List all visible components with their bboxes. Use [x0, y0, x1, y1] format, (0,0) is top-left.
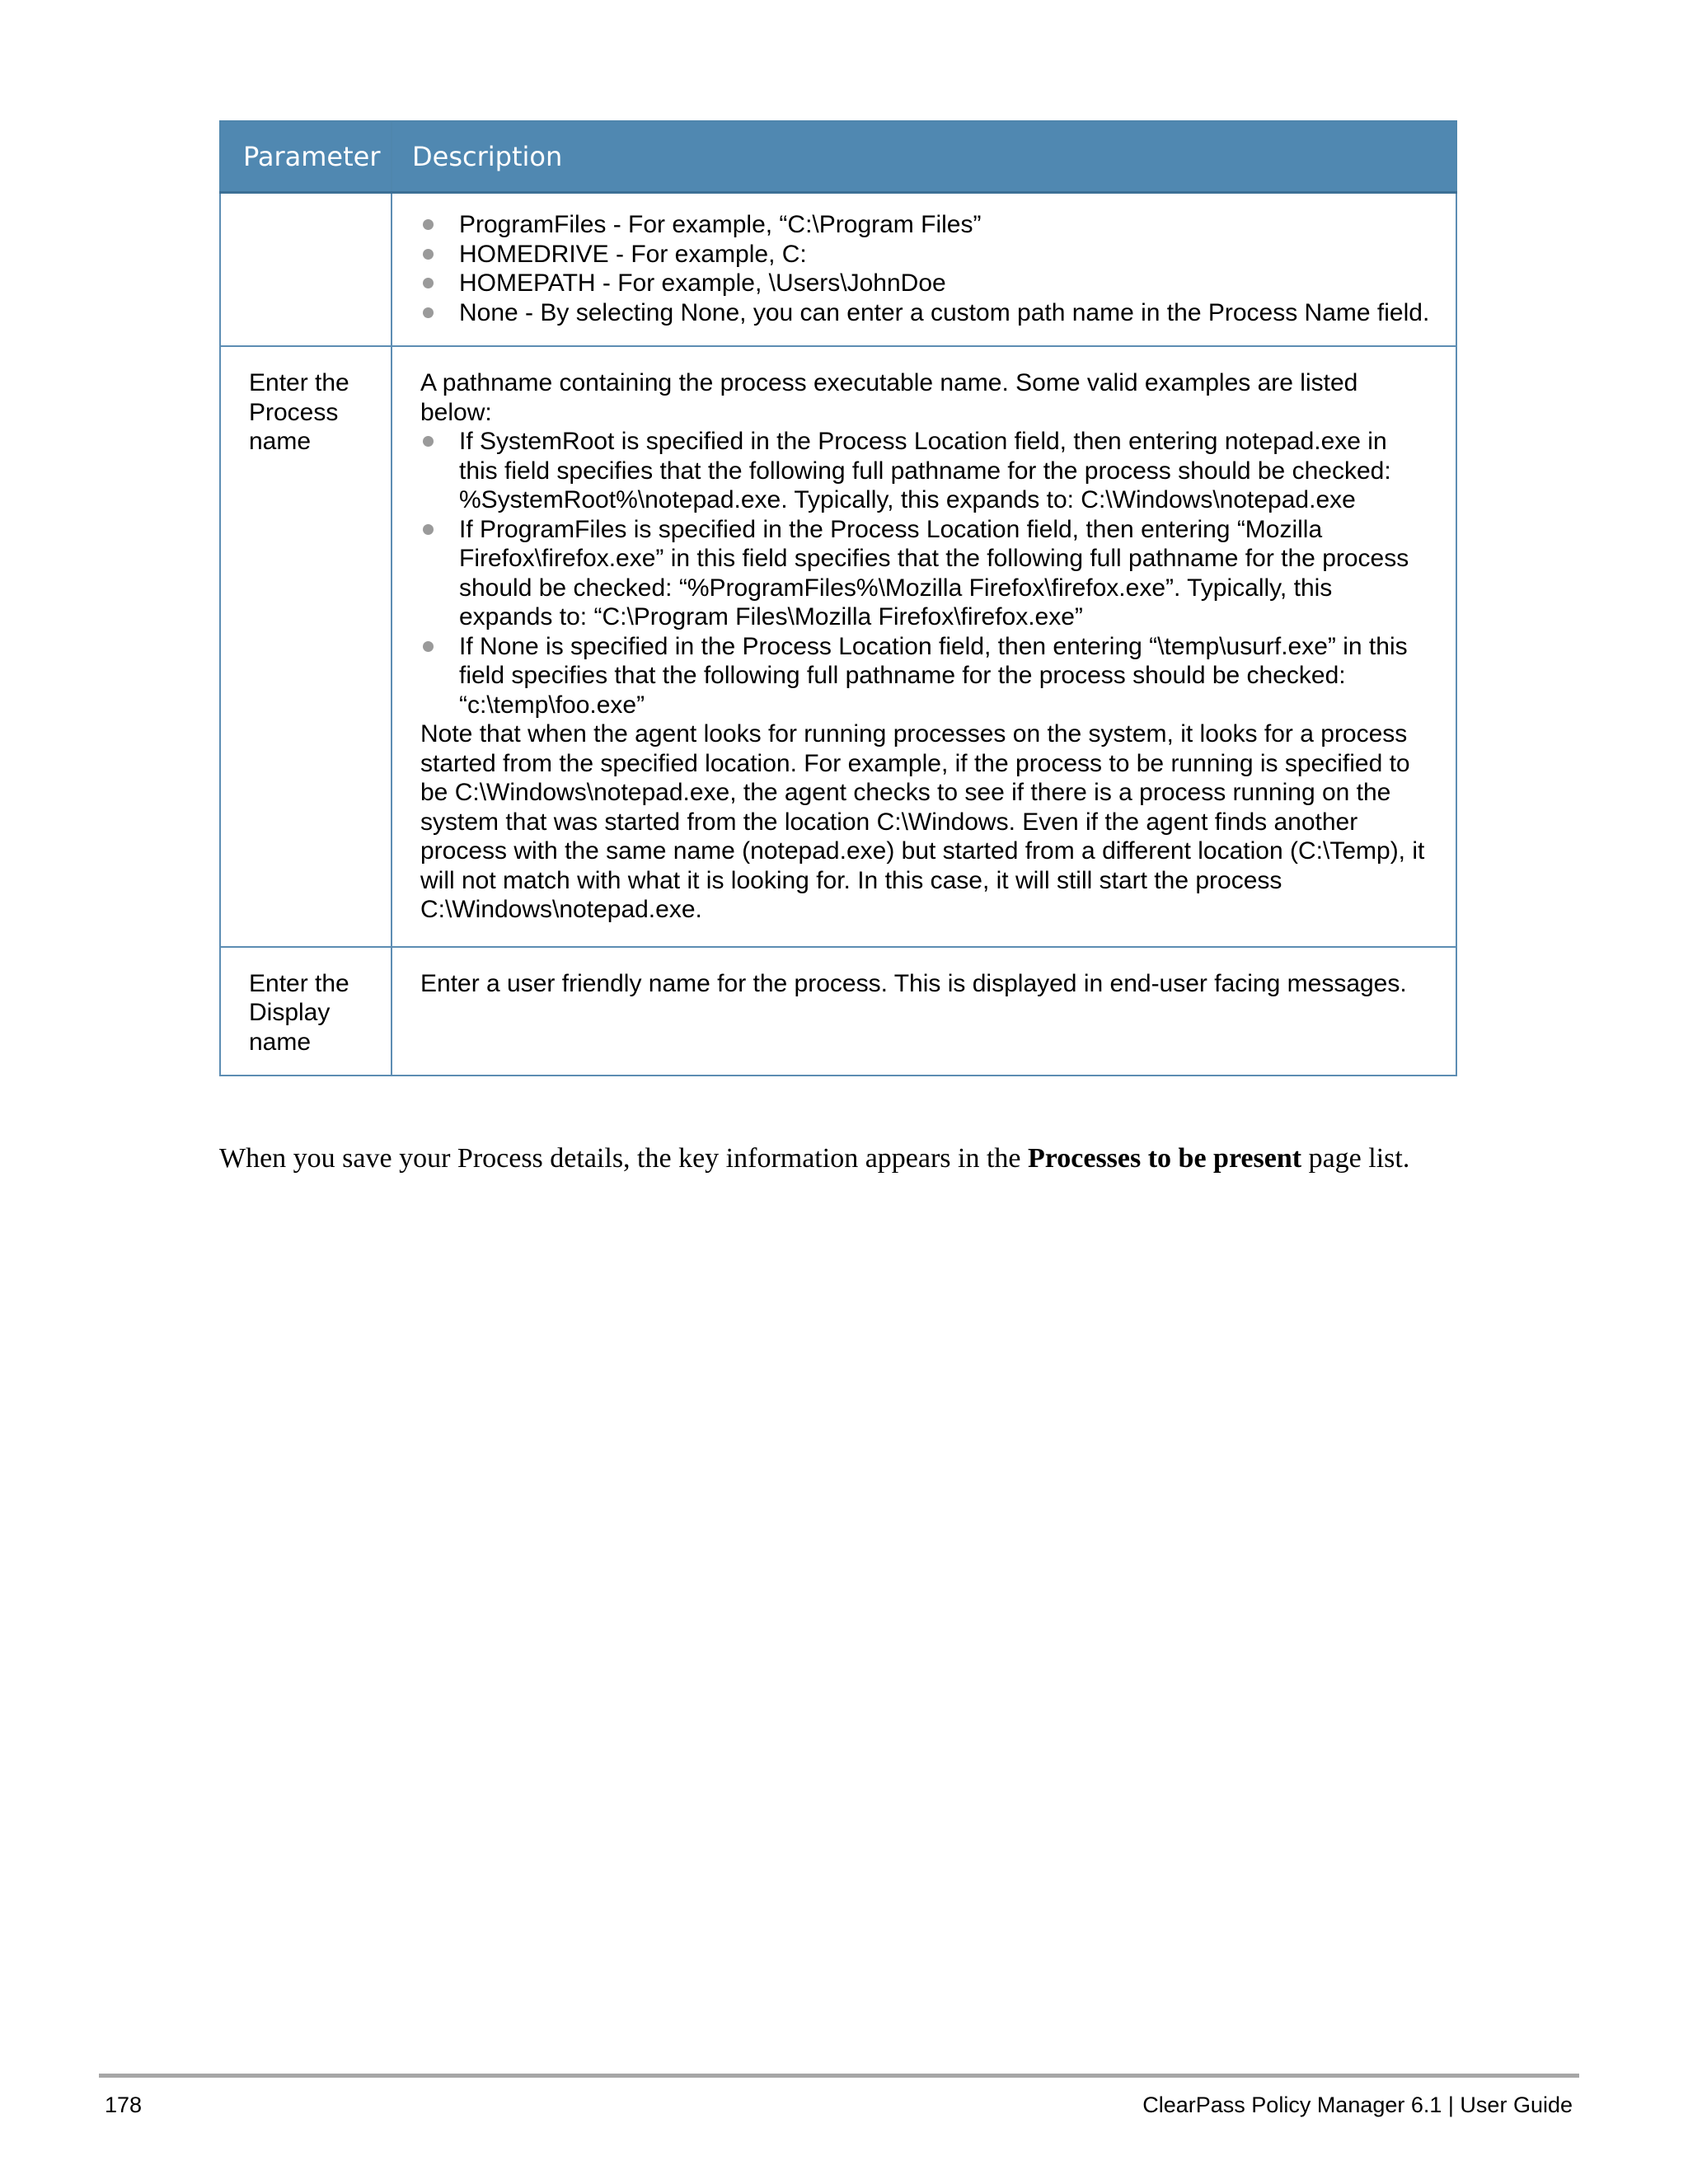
- bullet-text: ProgramFiles - For example, “C:\Program Files”: [459, 211, 982, 238]
- footer-title: ClearPass Policy Manager 6.1 | User Guide: [1142, 2093, 1573, 2117]
- description-cell: [392, 947, 1456, 1076]
- bullet-text: HOMEDRIVE - For example, C:: [459, 240, 807, 268]
- body-text-bold: Processes to be present: [1028, 1143, 1302, 1174]
- description-cell: [392, 193, 1456, 347]
- bullet-icon: [423, 524, 434, 535]
- table-row: [220, 193, 1456, 347]
- description-cell: [392, 346, 1456, 947]
- table-header-row: [220, 121, 1456, 193]
- bullet-text: If SystemRoot is specified in the Process Location field, then entering notepad.exe in this field specifies that the following full pathname for the process should be checked: %SystemRoot%\notepad.exe. Typically, this expands to: C:\Windows\notepad.exe: [459, 428, 1391, 513]
- bullet-list: [420, 210, 1431, 327]
- bullet-icon: [423, 436, 434, 447]
- description-intro: A pathname containing the process executable name. Some valid examples are listed below:: [420, 369, 1358, 426]
- body-text-after: page list.: [1301, 1143, 1410, 1174]
- table-row: [220, 947, 1456, 1076]
- parameter-cell: Enter the Display name: [220, 947, 392, 1076]
- bullet-icon: [423, 249, 434, 260]
- bullet-text: None - By selecting None, you can enter a custom path name in the Process Name field.: [459, 298, 1430, 326]
- description-note: Note that when the agent looks for running processes on the system, it looks for a process started from the specified location. For example, if the process to be running is specified to be C:\Windows\notepad.exe, the agent checks to see if there is a process running on the system that was started from the location C:\Windows. Even if the agent finds another process with the same name (notepad.exe) but started from a different location (C:\Temp), it will not match with what it is looking for. In this case, it will still start the process C:\Windows\notepad.exe.: [420, 720, 1425, 923]
- bullet-list: [420, 427, 1431, 719]
- parameter-cell: [220, 193, 392, 347]
- parameter-table: [219, 120, 1457, 1076]
- table-row: [220, 346, 1456, 947]
- body-paragraph: [219, 1141, 1505, 1176]
- page-number: 178: [105, 2093, 143, 2117]
- bullet-item: [420, 632, 1431, 720]
- bullet-item: [420, 269, 1431, 298]
- bullet-icon: [423, 278, 434, 288]
- column-header-parameter: Parameter: [220, 121, 392, 193]
- body-text-before: When you save your Process details, the key information appears in the: [219, 1143, 1029, 1174]
- bullet-icon: [423, 219, 434, 230]
- description-intro: Enter a user friendly name for the process. This is displayed in end-user facing messages.: [420, 969, 1407, 997]
- parameter-cell: Enter the Process name: [220, 346, 392, 947]
- bullet-item: [420, 427, 1431, 515]
- column-header-description: Description: [392, 121, 1456, 193]
- bullet-item: [420, 210, 1431, 240]
- bullet-item: [420, 240, 1431, 269]
- footer-divider: [99, 2074, 1579, 2078]
- bullet-icon: [423, 641, 434, 652]
- bullet-text: If ProgramFiles is specified in the Process Location field, then entering “Mozilla Firefox\firefox.exe” in this field specifies that the following full pathname for the process should be checked: “%ProgramFiles%\Mozilla Firefox\firefox.exe”. Typically, this expands to: “C:\Program Files\Mozilla Firefox\firefox.exe”: [459, 515, 1409, 630]
- bullet-text: If None is specified in the Process Location field, then entering “\temp\usurf.exe” in this field specifies that the following full pathname for the process should be checked: “c:\temp\foo.exe”: [459, 632, 1408, 719]
- bullet-text: HOMEPATH - For example, \Users\JohnDoe: [459, 269, 946, 297]
- bullet-item: [420, 515, 1431, 632]
- bullet-item: [420, 298, 1431, 328]
- bullet-icon: [423, 307, 434, 318]
